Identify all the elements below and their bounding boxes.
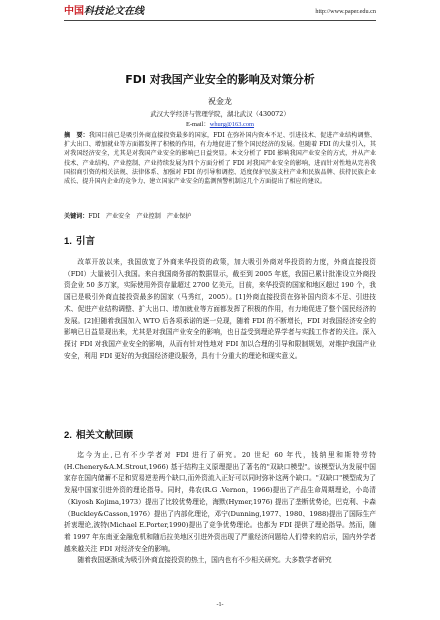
section-number: 1. — [64, 236, 72, 247]
abstract — [64, 131, 376, 186]
site-logo[interactable] — [64, 6, 144, 18]
keywords-label: 关键词： — [64, 213, 89, 220]
site-url[interactable]: http://www.paper.edu.cn — [315, 8, 376, 15]
section-body-introduction — [64, 257, 376, 362]
abstract-label: 摘 要： — [64, 132, 89, 139]
author-email — [64, 120, 376, 129]
logo-black-text: 科技论文在线 — [84, 6, 144, 17]
section-title: 相关文献回顾 — [75, 430, 133, 441]
section-heading-literature-review — [64, 430, 133, 442]
paper-author: 祝金龙 — [208, 97, 232, 106]
paper-title: FDI 对我国产业安全的影响及对策分析 — [125, 73, 315, 86]
paragraph: 改革开放以来，我国放宽了外商来华投资的政策，加大吸引外商对华投资的力度，外商直接投资（FDI）大量被引入我国。来自我国商务部的数据显示，截至到 2005 年底，我国已累计批准设立外商投资企业 50 多万家，实际使用外资存量超过 2700 亿美元，目前，来华投资的国家和地区超过 190 个，我国已是吸引外商直接投资最多的国家（马秀红，2005）。[1]外商直接投资在弥补国内资本不足、引进技术、促进产业结构调整、扩大出口、增加就业等方面都发挥了积极的作用，有力地促进了整个国民经济的发展。[2]但随着我国加入 WTO 后各项承诺的逐一兑现，随着 FDI 的不断增长，FDI 对我国经济安全的影响已日益显现出来，尤其是对我国产业安全的影响，也日益受到理论界学者与实践工作者的关注。深入探讨 FDI 对我国产业安全的影响，从而有针对性地对 FDI 加以合理的引导和限制规划，对维护我国产业安全，利用 FDI 更好的为我国经济建设服务，具有十分重大的理论和现实意义。 — [64, 258, 376, 360]
email-link[interactable]: whurg@163.com — [209, 121, 255, 128]
section-heading-introduction — [64, 236, 95, 248]
section-body-literature-review — [64, 450, 376, 567]
paragraph: 随着我国逐渐成为吸引外商直接投资的热土，国内也有不少相关研究。大多数学者研究 — [77, 556, 332, 565]
keywords — [64, 212, 376, 221]
logo-red-text: 中国 — [64, 6, 84, 17]
paper-affiliation: 武汉大学经济与管理学院，湖北武汉（430072） — [150, 110, 290, 118]
abstract-text: 我国目前已是吸引外商直接投资最多的国家，FDI 在弥补国内资本不足、引进技术、促进产业结构调整、扩大出口、增加就业等方面都发挥了积极的作用，有力地促进了整个国民经济的发展。但随着 FDI 的大量引入，其对我国经济安全，尤其是对我国产业安全的影响已日益突显。本文分析了 FDI 影响我国产业安全的方式，并从产业技术、产业结构、产业控制、产业持续发展为四个方面分析了 FDI 对我国产业安全的影响，进而针对性地从完善我国招商引资的相关法规、法律体系、加强对 FDI 的引导和调控、适度保护民族支柱产业和民族品牌、扶持民族企业成长、提升国内企业的竞争力、建立国家产业安全的监测预警机制这几个方面提出了相应的建议。 — [64, 132, 377, 186]
header-divider — [64, 20, 376, 21]
email-label: E-mail： — [185, 121, 210, 128]
keywords-text: FDI 产业安全 产业控制 产业保护 — [88, 213, 192, 220]
page-header — [64, 0, 376, 40]
section-number: 2. — [64, 430, 72, 441]
paragraph: 迄今为止,已有不少学者对 FDI 进行了研究。20 世纪 60 年代，钱纳里和斯特劳特(H.Chenery&A.M.Strout,1966) 基于结构主义原理提出了著名的"双缺口模型"。该模型认为发展中国家存在国内储蓄不足和贸易逆差两个缺口,而外资流入正好可以同时弥补这两个缺口。"双缺口"模型成为了发展中国家引进外资的理论指导。同时，弗农(R.G .Vernon，1966)提出了产品生命周期理论，小岛清（Kiyosh Kojima,1973）提出了比较优势理论，海默(Hymer,1976) 提出了垄断优势论，巴克利、卡森（Buckley&Casson,1976）提出了内部化理论，邓宁(Dunning,1977、1980、1988)提出了国际生产折衷理论,波特(Michael E.Porter,1990)提出了竞争优势理论。也都为 FDI 提供了理论指导。然而，随着 1997 年东南亚金融危机和随后拉美地区引进外资出现了严重经济问题给人们带来的启示，国内外学者越来越关注 FDI 对经济安全的影响。 — [64, 451, 376, 553]
page-number: -1- — [216, 602, 224, 608]
section-title: 引言 — [75, 236, 95, 247]
